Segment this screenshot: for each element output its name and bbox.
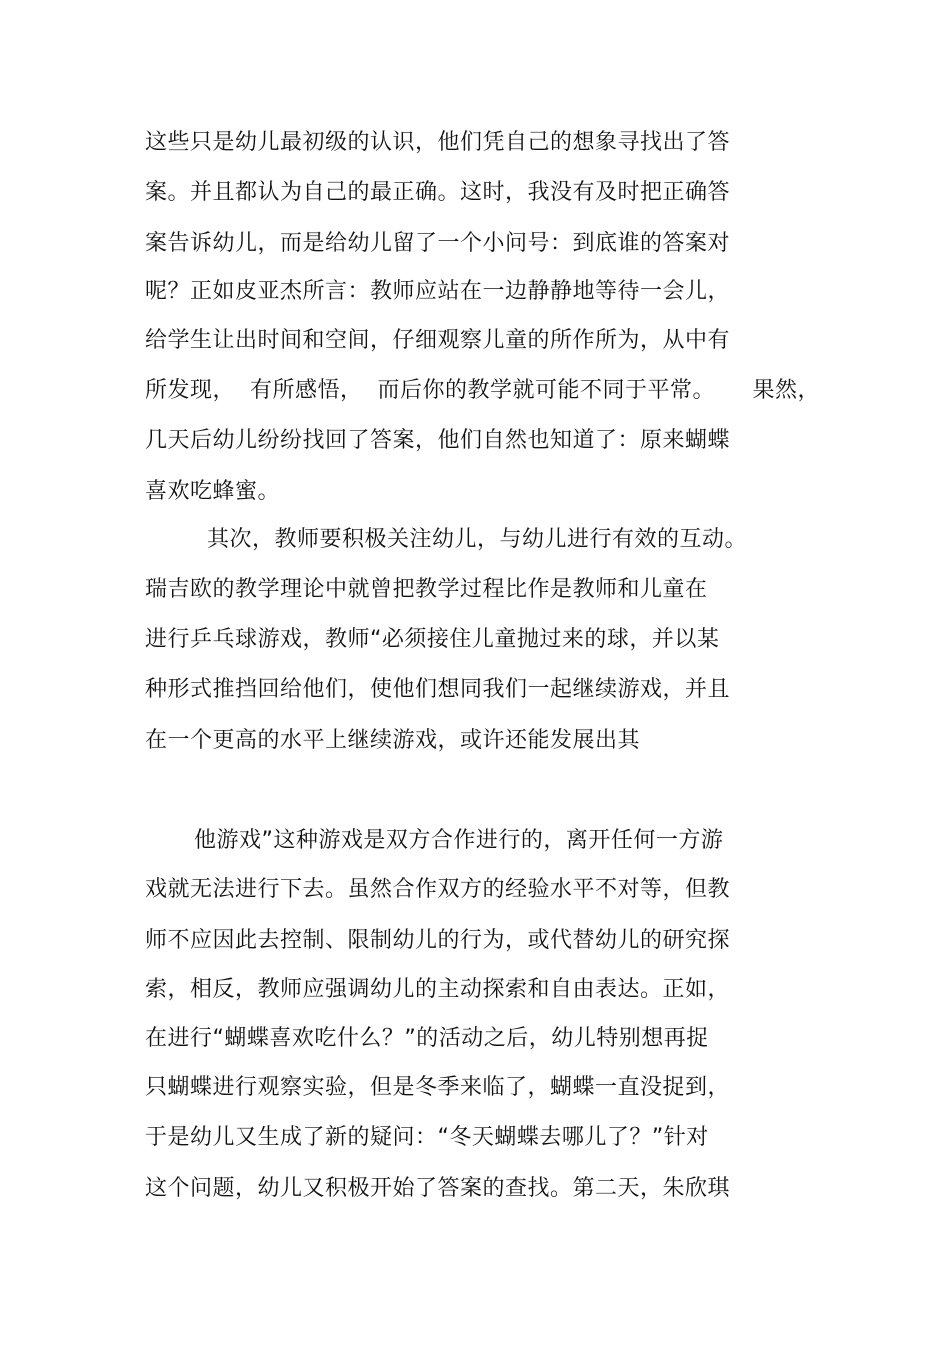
- text-line: 索，相反，教师应强调幼儿的主动探索和自由表达。正如，: [145, 977, 731, 1002]
- text-line: 于是幼儿又生成了新的疑问：“冬天蝴蝶去哪儿了？”针对: [145, 1125, 709, 1150]
- text-line: 其次，教师要积极关注幼儿，与幼儿进行有效的互动。: [207, 527, 748, 552]
- text-line: 师不应因此去控制、限制幼儿的行为，或代替幼儿的研究探: [145, 928, 731, 953]
- text-line: 几天后幼儿纷纷找回了答案，他们自然也知道了：原来蝴蝶: [145, 428, 731, 453]
- text-line: 戏就无法进行下去。虽然合作双方的经验水平不对等，但教: [145, 877, 731, 902]
- text-line: 这个问题，幼儿又积极开始了答案的查找。第二天，朱欣琪: [145, 1176, 731, 1201]
- text-line: 只蝴蝶进行观察实验，但是冬季来临了，蝴蝶一直没捉到，: [145, 1075, 731, 1100]
- text-line: 他游戏”这种游戏是双方合作进行的，离开任何一方游: [194, 828, 724, 853]
- text-line: 进行乒乓球游戏，教师“必须接住儿童抛过来的球，并以某: [145, 627, 720, 652]
- text-line: 案。并且都认为自己的最正确。这时，我没有及时把正确答: [145, 180, 731, 205]
- text-line: 呢？正如皮亚杰所言：教师应站在一边静静地等待一会儿，: [145, 279, 731, 304]
- text-line: 给学生让出时间和空间，仔细观察儿童的所作所为，从中有: [145, 328, 731, 353]
- text-line: 瑞吉欧的教学理论中就曾把教学过程比作是教师和儿童在: [145, 577, 708, 602]
- text-line: 这些只是幼儿最初级的认识，他们凭自己的想象寻找出了答: [145, 130, 731, 155]
- text-line: 喜欢吃蜂蜜。: [145, 479, 281, 504]
- text-line: 种形式推挡回给他们，使他们想同我们一起继续游戏，并且: [145, 677, 731, 702]
- text-line: 在进行“蝴蝶喜欢吃什么？”的活动之后，幼儿特别想再捉: [145, 1026, 709, 1051]
- text-line: 在一个更高的水平上继续游戏，或许还能发展出其: [145, 728, 641, 753]
- text-line: 案告诉幼儿，而是给幼儿留了一个小问号：到底谁的答案对: [145, 231, 731, 256]
- text-line: 所发现， 有所感悟， 而后你的教学就可能不同于平常。 果然，: [145, 378, 820, 403]
